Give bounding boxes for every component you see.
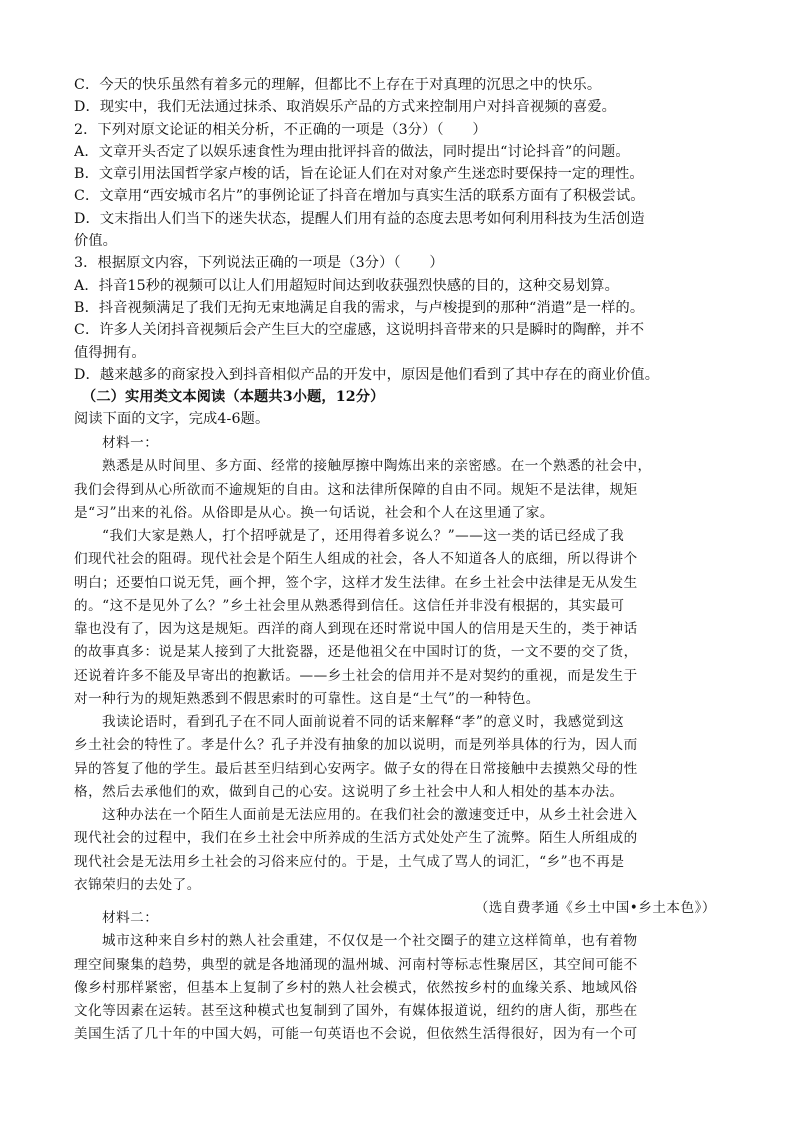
q2-option-d[interactable]: D．文末指出人们当下的迷失状态，提醒人们用有益的态度去思考如何利用科技为生活创造 [74, 210, 645, 227]
q2-option-b[interactable]: B．文章引用法国哲学家卢梭的话，旨在论证人们在对对象产生迷恋时要保持一定的理性。 [74, 166, 644, 183]
paragraph-line: 我读论语时，看到孔子在不同人面前说着不同的话来解释“孝”的意义时，我感觉到这 [102, 714, 625, 730]
q1-option-c[interactable]: C．今天的快乐虽然有着多元的理解，但都比不上存在于对真理的沉思之中的快乐。 [74, 77, 602, 93]
q3-option-a[interactable]: A．抖音15秒的视频可以让人们用超短时间达到收获强烈快感的目的，这种交易划算。 [74, 277, 619, 294]
q3-option-c-cont: 值得拥有。 [74, 344, 146, 361]
q3-option-c[interactable]: C．许多人关闭抖音视频后会产生巨大的空虚感，这说明抖音带来的只是瞬时的陶醉，并不 [74, 322, 645, 339]
paragraph-line: 乡土社会的特性了。孝是什么？孔子并没有抽象的加以说明，而是列举具体的行为，因人而 [74, 737, 638, 754]
material-1-label: 材料一： [102, 435, 159, 451]
paragraph-line: 这种办法在一个陌生人面前是无法应用的。在我们社会的激速变迁中，从乡土社会进入 [102, 807, 638, 823]
paragraph-line: 美国生活了几十年的中国大妈，可能一句英语也不会说，但依然生活得很好，因为有一个可 [74, 1026, 638, 1043]
paragraph-line: 熟悉是从时间里、多方面、经常的接触厚擦中陶炼出来的亲密感。在一个熟悉的社会中， [102, 458, 652, 475]
q2-option-d-cont: 价值。 [74, 233, 118, 250]
q2-stem: 2．下列对原文论证的相关分析，不正确的一项是（3分）（ ） [74, 121, 487, 138]
q1-option-d[interactable]: D．现实中，我们无法通过抹杀、取消娱乐产品的方式来控制用户对抖音视频的喜爱。 [74, 99, 617, 116]
paragraph-line: 像乡村那样紧密，但基本上复制了乡村的熟人社会模式，依然按乡村的血缘关系、地域风俗 [74, 979, 638, 996]
q3-stem: 3．根据原文内容，下列说法正确的一项是（3分）（ ） [74, 255, 444, 272]
q2-option-a[interactable]: A．文章开头否定了以娱乐速食性为理由批评抖音的做法，同时提出“讨论抖音”的问题。 [74, 143, 630, 160]
material-2 [74, 907, 720, 1047]
paragraph-line: 理空间聚集的趋势，典型的就是各地涌现的温州城、河南村等标志性聚居区，其空间可能不 [74, 956, 638, 973]
paragraph-line: 靠也没有了，因为这是规矩。西洋的商人到现在还时常说中国人的信用是天生的，类于神话 [74, 621, 638, 637]
paragraph-line: “我们大家是熟人，打个招呼就是了，还用得着多说么？”——这一类的话已经成了我 [102, 528, 625, 544]
paragraph-line: 现代社会是无法用乡土社会的习俗来应付的。于是，土气成了骂人的词汇，“乡”也不再是 [74, 853, 625, 870]
paragraph-line: 格，然后去承他们的欢，做到自己的心安。这说明了乡土社会中人和人相处的基本办法。 [74, 783, 624, 800]
paragraph-line: 们现代社会的阻碍。现代社会是个陌生人组成的社会，各人不知道各人的底细，所以得讲个 [74, 551, 638, 568]
paragraph-line: 还说着许多不能及早寄出的抱歉话。——乡土社会的信用并不是对契约的重视，而是发生于 [74, 667, 638, 684]
paragraph-line: 异的答复了他的学生。最后甚至归结到心安两字。做子女的得在日常接触中去摸熟父母的性 [74, 760, 638, 777]
paragraph-line: 我们会得到从心所欲而不逾规矩的自由。这和法律所保障的自由不同。规矩不是法律，规矩 [74, 481, 638, 498]
questions-block [74, 74, 720, 431]
section-instruction: 阅读下面的文字，完成4-6题。 [74, 411, 270, 428]
q3-option-b[interactable]: B．抖音视频满足了我们无拘无束地满足自我的需求，与卢梭提到的那种“消遣”是一样的。 [74, 299, 645, 316]
q3-option-d[interactable]: D．越来越多的商家投入到抖音相似产品的开发中，原因是他们看到了其中存在的商业价值。 [74, 366, 660, 383]
q2-option-c[interactable]: C．文章用“西安城市名片”的事例论证了抖音在增加与真实生活的联系方面有了积极尝试。 [74, 188, 645, 205]
paragraph-line: 明白；还要怕口说无凭，画个押，签个字，这样才发生法律。在乡土社会中法律是无从发生 [74, 574, 638, 591]
paragraph-line: 衣锦荣归的去处了。 [74, 876, 201, 893]
paragraph-line: 对一种行为的规矩熟悉到不假思索时的可靠性。这自是“土气”的一种特色。 [74, 690, 540, 707]
paragraph-line: 是“习”出来的礼俗。从俗即是从心。换一句话说，社会和个人在这里通了家。 [74, 504, 554, 521]
section-heading: （二）实用类文本阅读（本题共3小题，12分） [82, 389, 385, 406]
material-2-label: 材料二： [102, 910, 159, 926]
material-1-source: （选自费孝通《乡土中国•乡土本色》） [474, 900, 716, 916]
paragraph-line: 的。“这不是见外了么？”乡土社会里从熟悉得到信任。这信任并非没有根据的，其实最可 [74, 597, 625, 614]
paragraph-line: 的故事真多：说是某人接到了大批瓷器，还是他祖父在中国时订的货，一文不要的交了货， [74, 644, 638, 661]
material-1 [74, 432, 720, 920]
paragraph-line: 现代社会的过程中，我们在乡土社会中所养成的生活方式处处产生了流弊。陌生人所组成的 [74, 830, 638, 847]
paragraph-line: 城市这种来自乡村的熟人社会重建，不仅仅是一个社交圈子的建立这样简单，也有着物 [102, 933, 638, 950]
paragraph-line: 文化等因素在运转。甚至这种模式也复制到了国外，有媒体报道说，纽约的唐人街，那些在 [74, 1003, 638, 1019]
